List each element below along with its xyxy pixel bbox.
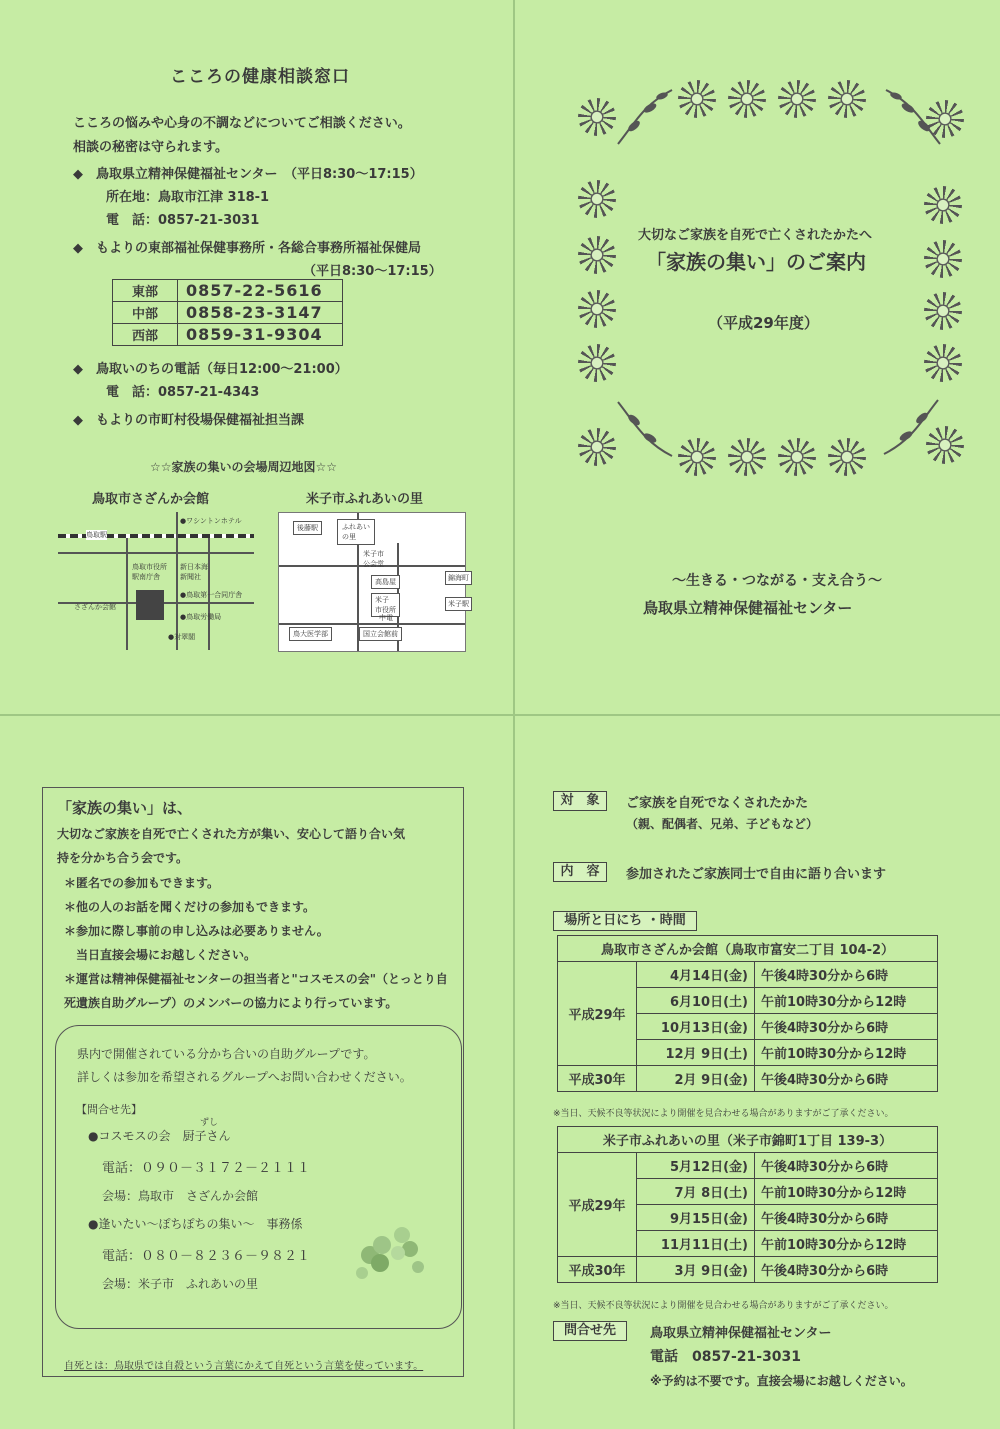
vine-icon <box>614 84 678 148</box>
flower-icon <box>578 290 616 328</box>
time-cell: 午前10時30分から12時 <box>755 988 938 1014</box>
phone-table <box>112 279 343 346</box>
area-cell: 西部 <box>113 324 178 346</box>
flower-icon <box>778 438 816 476</box>
flower-icon <box>924 186 962 224</box>
inochi-line: ◆ 鳥取いのちの電話（毎日12:00～21:00） <box>73 362 348 377</box>
sazanka-building <box>136 590 164 620</box>
time-cell: 午前10時30分から12時 <box>755 1040 938 1066</box>
cosmos-venue: 会場：鳥取市 さざんか会館 <box>102 1189 259 1203</box>
flower-icon <box>924 292 962 330</box>
about-desc-2: 持を分かち合う会です。 <box>57 851 189 865</box>
flower-icon <box>578 98 616 136</box>
consultation-title: こころの健康相談窓口 <box>170 67 350 87</box>
map-label: 米子 市役所 <box>371 593 400 617</box>
municipal-office: ◆ もよりの市町村役場保健福祉担当課 <box>73 413 304 428</box>
footnote: 自死とは：鳥取県では自殺という言葉にかえて自死という言葉を使っています。 <box>64 1361 424 1372</box>
flower-icon <box>578 344 616 382</box>
flower-icon <box>924 240 962 278</box>
fureai-map <box>278 512 469 652</box>
cover-slogan: ～生きる・つながる・支え合う～ <box>672 573 882 589</box>
target-text-2: （親、配偶者、兄弟、子どもなど） <box>626 817 819 831</box>
time-cell: 午後4時30分から6時 <box>755 962 938 988</box>
vine-icon <box>614 398 678 462</box>
time-cell: 午前10時30分から12時 <box>755 1231 938 1257</box>
target-label: 対 象 <box>553 791 607 811</box>
horizontal-fold-line <box>0 714 1000 716</box>
vine-icon <box>880 84 944 148</box>
health-office-hours: （平日8:30～17:15） <box>303 264 442 279</box>
flower-icon <box>828 438 866 476</box>
date-cell: 3月 9日(金) <box>637 1257 755 1283</box>
area-cell: 中部 <box>113 302 178 324</box>
group-line-1: 県内で開催されている分かち合いの自助グループです。 <box>77 1047 376 1061</box>
flower-icon <box>578 236 616 274</box>
flower-icon <box>678 438 716 476</box>
year-cell: 平成29年 <box>558 962 637 1066</box>
time-cell: 午後4時30分から6時 <box>755 1205 938 1231</box>
map-label: 後藤駅 <box>293 521 322 535</box>
weather-note-2: ※当日、天候不良等状況により開催を見合わせる場合がありますがご了承ください。 <box>553 1301 894 1311</box>
cosmos-ruby: ずし <box>200 1118 219 1128</box>
map1-title: 鳥取市さざんか会館 <box>92 492 210 507</box>
inquiry-note: ※予約は不要です。直接会場にお越しください。 <box>650 1374 913 1388</box>
year-cell: 平成30年 <box>558 1066 637 1092</box>
center-name: ◆ 鳥取県立精神保健福祉センター （平日8:30～17:15） <box>73 167 423 182</box>
year-cell: 平成29年 <box>558 1153 637 1257</box>
contact-heading: 【問合せ先】 <box>76 1103 142 1116</box>
date-cell: 12月 9日(土) <box>637 1040 755 1066</box>
map-label: ●鳥取労働局 <box>180 613 222 621</box>
aitai-tel: 電話：０８０－８２３６－９８２１ <box>102 1249 311 1264</box>
health-office: ◆ もよりの東部福祉保健事務所・各総合事務所福祉保健局 <box>73 241 421 256</box>
center-address: 所在地：鳥取市江津 318-1 <box>106 190 270 205</box>
map-heading: ☆☆家族の集いの会場周辺地図☆☆ <box>150 460 338 474</box>
flower-icon <box>678 80 716 118</box>
cover-org: 鳥取県立精神保健福祉センター <box>643 599 853 617</box>
about-bullet-3: ＊参加に際し事前の申し込みは必要ありません。 <box>64 924 329 938</box>
target-text: ご家族を自死でなくされたかた <box>626 796 809 811</box>
map-label: 錦海町 <box>445 571 472 585</box>
date-cell: 11月11日(土) <box>637 1231 755 1257</box>
time-cell: 午後4時30分から6時 <box>755 1257 938 1283</box>
tel-cell: 0859-31-9304 <box>178 324 343 346</box>
yonago-venue-head: 米子市ふれあいの里（米子市錦町1丁目 139-3） <box>558 1127 938 1153</box>
date-cell: 2月 9日(金) <box>637 1066 755 1092</box>
time-cell: 午後4時30分から6時 <box>755 1014 938 1040</box>
content-label: 内 容 <box>553 862 607 882</box>
time-cell: 午後4時30分から6時 <box>755 1066 938 1092</box>
sazanka-map <box>58 512 254 650</box>
content-text: 参加されたご家族同士で自由に語り合います <box>626 867 887 882</box>
inquiry-org: 鳥取県立精神保健福祉センター <box>650 1326 832 1341</box>
vine-icon <box>878 396 942 460</box>
date-cell: 6月10日(土) <box>637 988 755 1014</box>
inochi-tel: 電 話：0857-21-4343 <box>106 385 260 400</box>
about-heading: 「家族の集い」は、 <box>57 799 193 817</box>
flower-icon <box>778 80 816 118</box>
place-label: 場所と日にち ・時間 <box>553 911 697 931</box>
map-label: 中電 <box>379 614 393 622</box>
map-label: ●ワシントンホテル <box>180 517 242 525</box>
inquiry-tel: 電話 0857-21-3031 <box>650 1349 802 1365</box>
map-label: 鳥取駅 <box>86 531 107 539</box>
yonago-schedule <box>557 1126 938 1283</box>
map-label: 鳥取市役所 駅南庁舎 <box>132 563 167 581</box>
date-cell: 5月12日(金) <box>637 1153 755 1179</box>
map-label: ふれあい の里 <box>337 519 375 545</box>
cosmos-tel: 電話：０９０－３１７２－２１１１ <box>102 1161 311 1176</box>
flower-icon <box>728 438 766 476</box>
intro-line-1: こころの悩みや心身の不調などについてご相談ください。 <box>73 116 411 131</box>
date-cell: 10月13日(金) <box>637 1014 755 1040</box>
map-label: ●対翠閣 <box>168 633 196 641</box>
group-line-2: 詳しくは参加を希望されるグループへお問い合わせください。 <box>77 1070 412 1084</box>
flower-icon <box>828 80 866 118</box>
area-cell: 東部 <box>113 280 178 302</box>
year-cell: 平成30年 <box>558 1257 637 1283</box>
about-bullet-2: ＊他の人のお話を聞くだけの参加もできます。 <box>64 900 316 914</box>
center-tel: 電 話：0857-21-3031 <box>106 213 260 228</box>
intro-line-2: 相談の秘密は守られます。 <box>73 140 228 155</box>
tel-cell: 0857-22-5616 <box>178 280 343 302</box>
about-desc-1: 大切なご家族を自死で亡くされた方が集い、安心して語り合い気 <box>57 827 406 841</box>
time-cell: 午後4時30分から6時 <box>755 1153 938 1179</box>
about-bullet-4: ＊運営は精神保健福祉センターの担当者と"コスモスの会"（とっとり自 <box>64 972 448 986</box>
date-cell: 9月15日(金) <box>637 1205 755 1231</box>
map-label: 鳥大医学部 <box>289 627 332 641</box>
map-label: 国立会館前 <box>359 627 402 641</box>
map-label: 米子駅 <box>445 597 472 611</box>
flower-icon <box>578 428 616 466</box>
map-label: ●鳥取第一合同庁舎 <box>180 591 243 599</box>
aitai-name: ●逢いたい～ぽちぽちの集い～ 事務係 <box>88 1217 303 1231</box>
aitai-venue: 会場：米子市 ふれあいの里 <box>102 1277 259 1291</box>
inquiry-label: 問合せ先 <box>553 1321 627 1341</box>
cosmos-name: ●コスモスの会 厨子さん <box>88 1129 231 1143</box>
phone-row <box>113 302 343 324</box>
map-label: さざんか会館 <box>74 603 116 611</box>
time-cell: 午前10時30分から12時 <box>755 1179 938 1205</box>
tel-cell: 0858-23-3147 <box>178 302 343 324</box>
flower-icon <box>578 180 616 218</box>
tottori-venue-head: 鳥取市さざんか会館（鳥取市富安二丁目 104-2） <box>558 936 938 962</box>
clover-icon <box>350 1215 430 1285</box>
map2-title: 米子市ふれあいの里 <box>306 492 424 507</box>
cover-year: （平成29年度） <box>708 314 819 332</box>
weather-note-1: ※当日、天候不良等状況により開催を見合わせる場合がありますがご了承ください。 <box>553 1109 894 1119</box>
phone-row <box>113 280 343 302</box>
phone-row <box>113 324 343 346</box>
about-bullet-1: ＊匿名での参加もできます。 <box>64 876 220 890</box>
tottori-schedule <box>557 935 938 1092</box>
map-label: 高島屋 <box>371 575 400 589</box>
about-bullet-3b: 当日直接会場にお越しください。 <box>76 948 257 962</box>
flower-icon <box>728 80 766 118</box>
cover-title: 「家族の集い」のご案内 <box>646 250 866 274</box>
flower-icon <box>924 344 962 382</box>
map-label: 米子市 公会堂 <box>363 550 384 568</box>
date-cell: 4月14日(金) <box>637 962 755 988</box>
cover-lead: 大切なご家族を自死で亡くされたかたへ <box>638 228 873 243</box>
map-label: 新日本海 新聞社 <box>180 563 208 581</box>
about-bullet-4b: 死遺族自助グループ）のメンバーの協力により行っています。 <box>64 996 398 1010</box>
date-cell: 7月 8日(土) <box>637 1179 755 1205</box>
